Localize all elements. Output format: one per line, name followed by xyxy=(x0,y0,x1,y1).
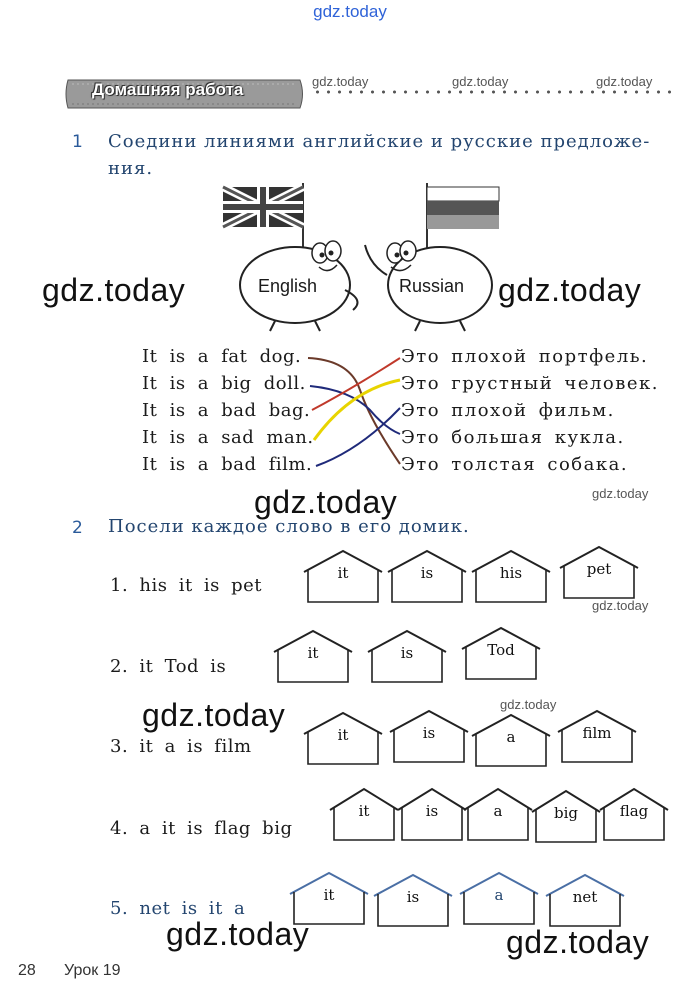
task2-prompt: 3. it a is film xyxy=(110,736,252,757)
house-word: is xyxy=(406,888,420,906)
watermark-small: gdz.today xyxy=(592,598,649,613)
russian-sentence: Это плохой фильм. xyxy=(401,400,615,421)
russian-sentence: Это грустный человек. xyxy=(401,373,659,394)
word-house xyxy=(458,870,540,926)
word-house xyxy=(372,872,454,928)
house-word: flag xyxy=(619,802,649,820)
word-house xyxy=(556,708,638,764)
watermark-small: gdz.today xyxy=(592,486,649,501)
word-house xyxy=(366,628,448,684)
house-word: is xyxy=(422,724,436,742)
task2-instruction: Посели каждое слово в его домик. xyxy=(108,516,470,537)
task1-instruction-line2: ния. xyxy=(108,158,154,179)
russian-sentence: Это толстая собака. xyxy=(401,454,629,475)
watermark-big: gdz.today xyxy=(142,697,286,733)
english-sentence: It is a big doll. xyxy=(142,373,306,394)
page-number: 28 xyxy=(18,962,36,979)
word-house xyxy=(598,786,670,842)
russian-sentence: Это большая кукла. xyxy=(401,427,625,448)
house-word: it xyxy=(358,802,370,820)
task2-number: 2 xyxy=(72,518,83,538)
watermark-small: gdz.today xyxy=(312,74,369,89)
word-house xyxy=(388,708,470,764)
word-house xyxy=(530,788,602,844)
word-house xyxy=(328,786,400,842)
task1-number: 1 xyxy=(72,132,83,152)
house-word: is xyxy=(420,564,434,582)
house-word: it xyxy=(323,886,335,904)
watermark-big: gdz.today xyxy=(506,924,650,960)
word-house xyxy=(460,625,542,681)
russian-label: Russian xyxy=(399,276,465,296)
word-house xyxy=(302,710,384,766)
watermark-big: gdz.today xyxy=(42,272,186,308)
matching-line xyxy=(308,358,400,464)
word-house xyxy=(558,544,640,600)
task1-instruction-line1: Соедини линиями английские и русские предложе- xyxy=(108,131,651,152)
uk-flag-icon xyxy=(223,183,303,255)
house-word: a xyxy=(506,728,516,746)
word-house xyxy=(462,786,534,842)
watermark-top: gdz.today xyxy=(313,2,387,21)
task2-prompt: 5. net is it a xyxy=(110,898,246,919)
house-word: big xyxy=(553,804,578,822)
task2-prompt: 2. it Tod is xyxy=(110,656,227,677)
lesson-label: Урок 19 xyxy=(64,962,121,979)
header-dots-divider xyxy=(312,90,672,94)
watermark-small: gdz.today xyxy=(452,74,509,89)
house-word: a xyxy=(493,802,503,820)
flag-characters-illustration xyxy=(215,175,515,335)
matching-lines xyxy=(300,350,410,470)
russian-sentence: Это плохой портфель. xyxy=(401,346,649,367)
english-sentence: It is a sad man. xyxy=(142,427,314,448)
word-house xyxy=(272,628,354,684)
house-word: it xyxy=(337,726,349,744)
russia-flag-icon xyxy=(427,183,499,255)
word-house xyxy=(302,548,384,604)
word-house xyxy=(396,786,468,842)
english-sentence: It is a fat dog. xyxy=(142,346,302,367)
house-word: it xyxy=(337,564,349,582)
house-word: Tod xyxy=(487,641,515,659)
house-word: his xyxy=(499,564,523,582)
house-word: it xyxy=(307,644,319,662)
matching-line xyxy=(316,408,400,466)
house-word: film xyxy=(582,724,612,742)
header-title: Домашняя работа xyxy=(92,80,244,99)
watermark-big: gdz.today xyxy=(254,484,398,520)
english-label: English xyxy=(258,276,318,296)
word-house xyxy=(386,548,468,604)
watermark-big: gdz.today xyxy=(498,272,642,308)
english-sentence: It is a bad bag. xyxy=(142,400,311,421)
task2-prompt: 1. his it is pet xyxy=(110,575,263,596)
house-word: a xyxy=(494,886,504,904)
house-word: pet xyxy=(586,560,612,578)
word-house xyxy=(470,712,552,768)
word-house xyxy=(544,872,626,928)
house-word: net xyxy=(572,888,598,906)
watermark-big: gdz.today xyxy=(166,916,310,952)
task2-prompt: 4. a it is flag big xyxy=(110,818,293,839)
watermark-small: gdz.today xyxy=(500,697,557,712)
word-house xyxy=(470,548,552,604)
house-word: is xyxy=(425,802,439,820)
english-sentence: It is a bad film. xyxy=(142,454,313,475)
watermark-small: gdz.today xyxy=(596,74,653,89)
house-word: is xyxy=(400,644,414,662)
